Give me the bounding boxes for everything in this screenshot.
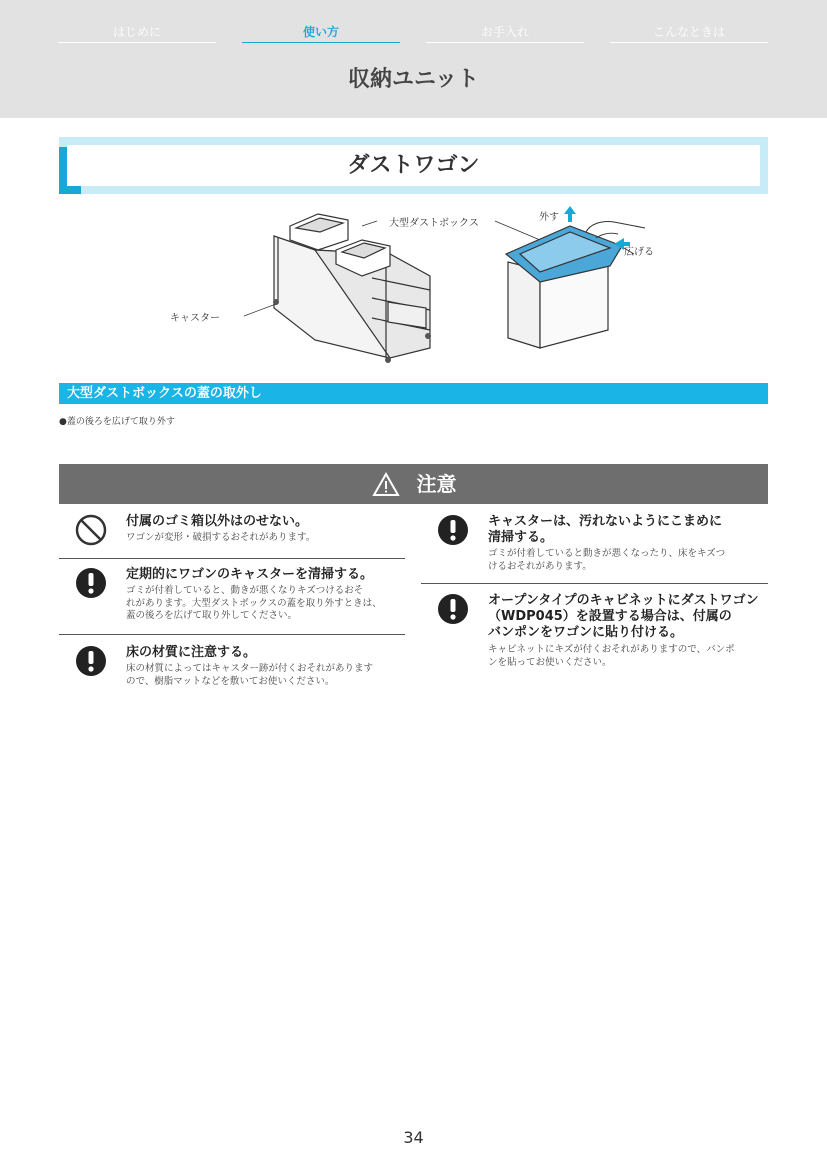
tab-usage[interactable]: 使い方 — [242, 23, 400, 43]
caution-item-1 — [75, 514, 405, 554]
caution-item-5 — [437, 593, 767, 675]
chapter-tabs — [58, 23, 768, 45]
caution-band — [59, 464, 768, 504]
page-header — [0, 0, 827, 118]
divider — [59, 558, 405, 559]
tab-introduction[interactable]: はじめに — [58, 23, 216, 43]
caution-item-desc: キャビネットにキズが付くおそれがありますので、バンポ ンを貼ってお使いください。 — [488, 644, 735, 668]
caution-item-desc: ゴミが付着していると動きが悪くなったり、床をキズつ けるおそれがあります。 — [488, 548, 726, 572]
caution-item-desc: ワゴンが変形・破損するおそれがあります。 — [126, 532, 316, 543]
divider — [421, 583, 768, 584]
page-title: ダストワゴン — [347, 153, 480, 178]
caution-item-4 — [437, 514, 767, 578]
caution-item-title: 定期的にワゴンのキャスターを清掃する。 — [126, 567, 374, 582]
divider — [59, 634, 405, 635]
mandatory-action-icon — [437, 514, 469, 546]
prohibition-icon — [75, 514, 107, 546]
callout-spread: 広げる — [624, 247, 654, 258]
caution-item-3 — [75, 645, 405, 695]
lid-removal-heading: 大型ダストボックスの蓋の取外し — [59, 383, 768, 404]
mandatory-action-icon — [75, 645, 107, 677]
caution-item-2 — [75, 567, 405, 631]
caution-item-title: キャスターは、汚れないようにこまめに 清掃する。 — [488, 514, 723, 545]
title-banner — [59, 137, 768, 194]
tab-troubleshooting[interactable]: こんなときは — [610, 23, 768, 43]
caution-label: 注意 — [416, 472, 457, 496]
caution-item-title: 床の材質に注意する。 — [126, 645, 257, 660]
dust-wagon-illustration — [140, 198, 680, 370]
mandatory-action-icon — [437, 593, 469, 625]
tab-maintenance[interactable]: お手入れ — [426, 23, 584, 43]
page-number: 34 — [403, 1128, 424, 1147]
callout-remove: 外す — [539, 212, 559, 223]
caution-item-title: オープンタイプのキャビネットにダストワゴン （WDP045）を設置する場合は、付属の バンポンをワゴンに貼り付ける。 — [488, 593, 759, 640]
callout-large-box: 大型ダストボックス — [389, 218, 479, 229]
caution-item-desc: 床の材質によってはキャスター跡が付くおそれがあります ので、樹脂マットなどを敷いてお使いください。 — [126, 663, 374, 687]
section-title: 収納ユニット — [347, 67, 480, 92]
lid-removal-note: ●蓋の後ろを広げて取り外す — [59, 417, 175, 427]
caution-item-desc: ゴミが付着していると、動きが悪くなりキズつけるおそ れがあります。大型ダストボックスの蓋を取り外すときは、 蓋の後ろを広げて取り外してください。 — [126, 585, 382, 621]
callout-caster: キャスター — [170, 313, 220, 324]
mandatory-action-icon — [75, 567, 107, 599]
caution-item-title: 付属のゴミ箱以外はのせない。 — [126, 514, 309, 529]
